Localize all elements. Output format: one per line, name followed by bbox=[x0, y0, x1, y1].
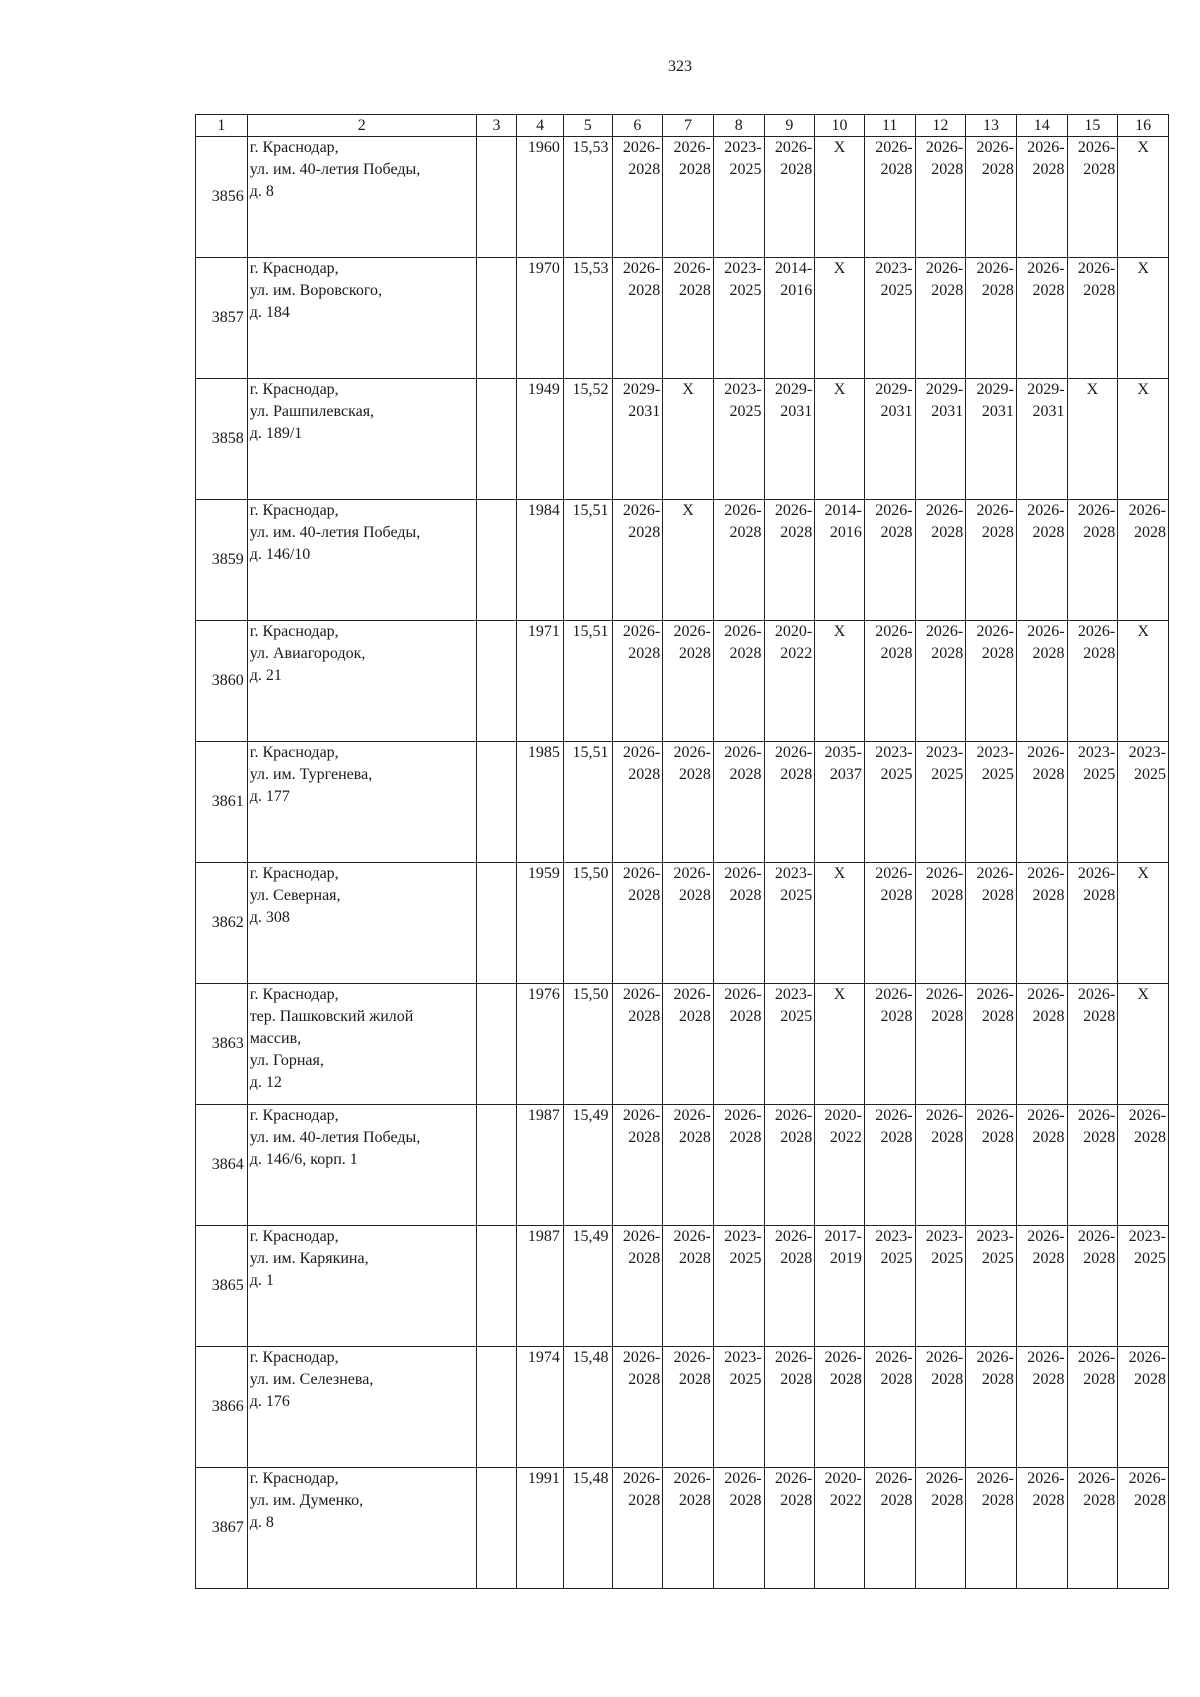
address-line: д. 189/1 bbox=[249, 425, 303, 442]
address-line: г. Краснодар, bbox=[249, 1470, 339, 1487]
table-row bbox=[196, 984, 1169, 1105]
term-cell-col-12: 2026- 2028 bbox=[915, 1105, 966, 1226]
term-cell-col-16: 2026- 2028 bbox=[1118, 1468, 1169, 1589]
table-row bbox=[196, 258, 1169, 379]
registry-table bbox=[195, 114, 1169, 1589]
row-number: 3864 bbox=[196, 1105, 248, 1226]
term-cell-col-6: 2029- 2031 bbox=[612, 379, 663, 500]
column-header-7: 7 bbox=[663, 115, 714, 137]
table-row bbox=[196, 500, 1169, 621]
value-cell: 15,51 bbox=[563, 621, 612, 742]
term-cell-col-13: 2023- 2025 bbox=[966, 742, 1017, 863]
term-cell-col-11: 2023- 2025 bbox=[864, 742, 915, 863]
term-cell-col-10: 2020- 2022 bbox=[815, 1468, 865, 1589]
table-row bbox=[196, 863, 1169, 984]
address-line: д. 177 bbox=[249, 788, 290, 805]
address-cell bbox=[247, 379, 476, 500]
address-line: г. Краснодар, bbox=[249, 139, 339, 156]
column-3-cell bbox=[476, 1468, 517, 1589]
table-row bbox=[196, 1226, 1169, 1347]
term-cell-col-15: 2026- 2028 bbox=[1067, 863, 1118, 984]
address-line: г. Краснодар, bbox=[249, 623, 339, 640]
year-cell: 1960 bbox=[517, 137, 564, 258]
term-cell-col-12: 2029- 2031 bbox=[915, 379, 966, 500]
term-cell-col-16: Х bbox=[1118, 379, 1169, 500]
term-cell-col-10: Х bbox=[815, 137, 865, 258]
term-cell-col-10: Х bbox=[815, 621, 865, 742]
address-line: ул. им. 40-летия Победы, bbox=[249, 524, 421, 541]
term-cell-col-7: Х bbox=[663, 500, 714, 621]
term-cell-col-16: 2026- 2028 bbox=[1118, 1105, 1169, 1226]
term-cell-col-7: 2026- 2028 bbox=[663, 1347, 714, 1468]
term-cell-col-16: 2023- 2025 bbox=[1118, 742, 1169, 863]
term-cell-col-10: Х bbox=[815, 863, 865, 984]
address-cell bbox=[247, 1226, 476, 1347]
address-line: ул. им. Карякина, bbox=[249, 1250, 369, 1267]
value-cell: 15,51 bbox=[563, 500, 612, 621]
table-row bbox=[196, 137, 1169, 258]
table-row bbox=[196, 621, 1169, 742]
term-cell-col-15: 2026- 2028 bbox=[1067, 137, 1118, 258]
term-cell-col-14: 2026- 2028 bbox=[1016, 621, 1067, 742]
term-cell-col-9: 2026- 2028 bbox=[764, 742, 815, 863]
year-cell: 1949 bbox=[517, 379, 564, 500]
term-cell-col-14: 2029- 2031 bbox=[1016, 379, 1067, 500]
term-cell-col-7: 2026- 2028 bbox=[663, 984, 714, 1105]
address-line: д. 1 bbox=[249, 1272, 274, 1289]
term-cell-col-7: 2026- 2028 bbox=[663, 1468, 714, 1589]
term-cell-col-16: 2026- 2028 bbox=[1118, 500, 1169, 621]
address-cell bbox=[247, 1468, 476, 1589]
value-cell: 15,51 bbox=[563, 742, 612, 863]
term-cell-col-10: Х bbox=[815, 379, 865, 500]
term-cell-col-6: 2026- 2028 bbox=[612, 621, 663, 742]
term-cell-col-15: Х bbox=[1067, 379, 1118, 500]
column-header-11: 11 bbox=[864, 115, 915, 137]
address-line: г. Краснодар, bbox=[249, 744, 339, 761]
row-number: 3859 bbox=[196, 500, 248, 621]
term-cell-col-16: Х bbox=[1118, 258, 1169, 379]
table-row bbox=[196, 1468, 1169, 1589]
address-line: ул. им. Селезнева, bbox=[249, 1371, 374, 1388]
term-cell-col-6: 2026- 2028 bbox=[612, 1226, 663, 1347]
term-cell-col-6: 2026- 2028 bbox=[612, 1468, 663, 1589]
year-cell: 1970 bbox=[517, 258, 564, 379]
term-cell-col-15: 2026- 2028 bbox=[1067, 1105, 1118, 1226]
term-cell-col-15: 2023- 2025 bbox=[1067, 742, 1118, 863]
term-cell-col-12: 2023- 2025 bbox=[915, 742, 966, 863]
column-header-10: 10 bbox=[815, 115, 865, 137]
term-cell-col-11: 2026- 2028 bbox=[864, 621, 915, 742]
term-cell-col-14: 2026- 2028 bbox=[1016, 742, 1067, 863]
term-cell-col-8: 2026- 2028 bbox=[713, 1105, 764, 1226]
row-number: 3867 bbox=[196, 1468, 248, 1589]
year-cell: 1976 bbox=[517, 984, 564, 1105]
term-cell-col-15: 2026- 2028 bbox=[1067, 984, 1118, 1105]
row-number: 3860 bbox=[196, 621, 248, 742]
term-cell-col-12: 2026- 2028 bbox=[915, 984, 966, 1105]
term-cell-col-12: 2023- 2025 bbox=[915, 1226, 966, 1347]
term-cell-col-13: 2026- 2028 bbox=[966, 621, 1017, 742]
term-cell-col-11: 2026- 2028 bbox=[864, 500, 915, 621]
term-cell-col-7: 2026- 2028 bbox=[663, 1105, 714, 1226]
term-cell-col-11: 2026- 2028 bbox=[864, 863, 915, 984]
term-cell-col-6: 2026- 2028 bbox=[612, 984, 663, 1105]
term-cell-col-13: 2026- 2028 bbox=[966, 258, 1017, 379]
term-cell-col-8: 2026- 2028 bbox=[713, 984, 764, 1105]
table-row bbox=[196, 379, 1169, 500]
term-cell-col-7: 2026- 2028 bbox=[663, 621, 714, 742]
address-line: д. 176 bbox=[249, 1393, 290, 1410]
term-cell-col-13: 2029- 2031 bbox=[966, 379, 1017, 500]
term-cell-col-14: 2026- 2028 bbox=[1016, 500, 1067, 621]
column-header-14: 14 bbox=[1016, 115, 1067, 137]
address-cell bbox=[247, 137, 476, 258]
term-cell-col-8: 2023- 2025 bbox=[713, 1226, 764, 1347]
term-cell-col-12: 2026- 2028 bbox=[915, 258, 966, 379]
table-row bbox=[196, 1105, 1169, 1226]
term-cell-col-6: 2026- 2028 bbox=[612, 1347, 663, 1468]
term-cell-col-13: 2026- 2028 bbox=[966, 137, 1017, 258]
term-cell-col-9: 2026- 2028 bbox=[764, 1347, 815, 1468]
column-3-cell bbox=[476, 1226, 517, 1347]
year-cell: 1987 bbox=[517, 1105, 564, 1226]
term-cell-col-11: 2026- 2028 bbox=[864, 1347, 915, 1468]
term-cell-col-13: 2026- 2028 bbox=[966, 984, 1017, 1105]
address-line: ул. Северная, bbox=[249, 887, 341, 904]
term-cell-col-12: 2026- 2028 bbox=[915, 137, 966, 258]
year-cell: 1991 bbox=[517, 1468, 564, 1589]
term-cell-col-7: 2026- 2028 bbox=[663, 258, 714, 379]
address-line: ул. им. Думенко, bbox=[249, 1492, 364, 1509]
term-cell-col-11: 2026- 2028 bbox=[864, 1468, 915, 1589]
term-cell-col-10: 2035- 2037 bbox=[815, 742, 865, 863]
address-line: д. 8 bbox=[249, 1514, 274, 1531]
term-cell-col-10: 2020- 2022 bbox=[815, 1105, 865, 1226]
column-3-cell bbox=[476, 137, 517, 258]
column-3-cell bbox=[476, 984, 517, 1105]
column-3-cell bbox=[476, 500, 517, 621]
address-cell bbox=[247, 258, 476, 379]
term-cell-col-13: 2026- 2028 bbox=[966, 863, 1017, 984]
term-cell-col-16: Х bbox=[1118, 137, 1169, 258]
term-cell-col-9: 2014- 2016 bbox=[764, 258, 815, 379]
column-header-16: 16 bbox=[1118, 115, 1169, 137]
address-line: ул. Авиагородок, bbox=[249, 645, 366, 662]
term-cell-col-6: 2026- 2028 bbox=[612, 1105, 663, 1226]
value-cell: 15,49 bbox=[563, 1226, 612, 1347]
term-cell-col-11: 2029- 2031 bbox=[864, 379, 915, 500]
address-line: ул. им. Воровского, bbox=[249, 282, 383, 299]
term-cell-col-7: 2026- 2028 bbox=[663, 863, 714, 984]
term-cell-col-13: 2026- 2028 bbox=[966, 500, 1017, 621]
column-header-5: 5 bbox=[563, 115, 612, 137]
term-cell-col-14: 2026- 2028 bbox=[1016, 984, 1067, 1105]
row-number: 3866 bbox=[196, 1347, 248, 1468]
address-cell bbox=[247, 863, 476, 984]
term-cell-col-8: 2023- 2025 bbox=[713, 137, 764, 258]
address-line: д. 146/10 bbox=[249, 546, 311, 563]
address-line: г. Краснодар, bbox=[249, 1228, 339, 1245]
registry-body bbox=[196, 115, 1169, 1589]
address-cell bbox=[247, 500, 476, 621]
address-line: г. Краснодар, bbox=[249, 502, 339, 519]
row-number: 3857 bbox=[196, 258, 248, 379]
term-cell-col-8: 2023- 2025 bbox=[713, 1347, 764, 1468]
term-cell-col-12: 2026- 2028 bbox=[915, 1468, 966, 1589]
term-cell-col-6: 2026- 2028 bbox=[612, 863, 663, 984]
value-cell: 15,53 bbox=[563, 137, 612, 258]
term-cell-col-14: 2026- 2028 bbox=[1016, 1468, 1067, 1589]
address-cell bbox=[247, 984, 476, 1105]
address-line: г. Краснодар, bbox=[249, 260, 339, 277]
row-number: 3863 bbox=[196, 984, 248, 1105]
term-cell-col-16: Х bbox=[1118, 621, 1169, 742]
address-line: д. 8 bbox=[249, 183, 274, 200]
header-row bbox=[196, 115, 1169, 137]
column-3-cell bbox=[476, 1105, 517, 1226]
term-cell-col-7: 2026- 2028 bbox=[663, 742, 714, 863]
address-line: д. 21 bbox=[249, 667, 282, 684]
term-cell-col-7: 2026- 2028 bbox=[663, 1226, 714, 1347]
table-row bbox=[196, 1347, 1169, 1468]
term-cell-col-9: 2020- 2022 bbox=[764, 621, 815, 742]
term-cell-col-9: 2026- 2028 bbox=[764, 1468, 815, 1589]
term-cell-col-7: Х bbox=[663, 379, 714, 500]
term-cell-col-13: 2023- 2025 bbox=[966, 1226, 1017, 1347]
address-cell bbox=[247, 621, 476, 742]
term-cell-col-13: 2026- 2028 bbox=[966, 1347, 1017, 1468]
term-cell-col-11: 2026- 2028 bbox=[864, 137, 915, 258]
address-cell bbox=[247, 742, 476, 863]
term-cell-col-8: 2026- 2028 bbox=[713, 742, 764, 863]
address-line: ул. им. 40-летия Победы, bbox=[249, 161, 421, 178]
term-cell-col-12: 2026- 2028 bbox=[915, 500, 966, 621]
year-cell: 1974 bbox=[517, 1347, 564, 1468]
address-line: д. 146/6, корп. 1 bbox=[249, 1151, 358, 1168]
address-line: г. Краснодар, bbox=[249, 381, 339, 398]
term-cell-col-11: 2026- 2028 bbox=[864, 1105, 915, 1226]
address-line: г. Краснодар, bbox=[249, 1349, 339, 1366]
term-cell-col-11: 2026- 2028 bbox=[864, 984, 915, 1105]
term-cell-col-13: 2026- 2028 bbox=[966, 1105, 1017, 1226]
column-header-8: 8 bbox=[713, 115, 764, 137]
term-cell-col-10: 2014- 2016 bbox=[815, 500, 865, 621]
address-line: ул. Горная, bbox=[249, 1052, 324, 1069]
column-header-13: 13 bbox=[966, 115, 1017, 137]
term-cell-col-9: 2029- 2031 bbox=[764, 379, 815, 500]
term-cell-col-10: Х bbox=[815, 258, 865, 379]
address-line: ул. им. Тургенева, bbox=[249, 766, 373, 783]
term-cell-col-6: 2026- 2028 bbox=[612, 742, 663, 863]
value-cell: 15,48 bbox=[563, 1468, 612, 1589]
term-cell-col-7: 2026- 2028 bbox=[663, 137, 714, 258]
address-line: массив, bbox=[249, 1030, 302, 1047]
address-cell bbox=[247, 1347, 476, 1468]
term-cell-col-16: 2026- 2028 bbox=[1118, 1347, 1169, 1468]
year-cell: 1985 bbox=[517, 742, 564, 863]
page-number: 323 bbox=[668, 58, 692, 75]
term-cell-col-15: 2026- 2028 bbox=[1067, 500, 1118, 621]
term-cell-col-10: Х bbox=[815, 984, 865, 1105]
term-cell-col-8: 2026- 2028 bbox=[713, 863, 764, 984]
address-line: тер. Пашковский жилой bbox=[249, 1008, 414, 1025]
address-line: д. 308 bbox=[249, 909, 290, 926]
term-cell-col-15: 2026- 2028 bbox=[1067, 1347, 1118, 1468]
term-cell-col-14: 2026- 2028 bbox=[1016, 863, 1067, 984]
address-line: ул. Рашпилевская, bbox=[249, 403, 375, 420]
value-cell: 15,50 bbox=[563, 984, 612, 1105]
term-cell-col-12: 2026- 2028 bbox=[915, 1347, 966, 1468]
term-cell-col-6: 2026- 2028 bbox=[612, 258, 663, 379]
row-number: 3865 bbox=[196, 1226, 248, 1347]
term-cell-col-6: 2026- 2028 bbox=[612, 137, 663, 258]
address-cell bbox=[247, 1105, 476, 1226]
term-cell-col-8: 2026- 2028 bbox=[713, 1468, 764, 1589]
column-header-1: 1 bbox=[196, 115, 248, 137]
address-line: д. 12 bbox=[249, 1074, 282, 1091]
address-line: г. Краснодар, bbox=[249, 865, 339, 882]
term-cell-col-13: 2026- 2028 bbox=[966, 1468, 1017, 1589]
term-cell-col-16: 2023- 2025 bbox=[1118, 1226, 1169, 1347]
column-3-cell bbox=[476, 379, 517, 500]
value-cell: 15,52 bbox=[563, 379, 612, 500]
term-cell-col-15: 2026- 2028 bbox=[1067, 621, 1118, 742]
term-cell-col-9: 2023- 2025 bbox=[764, 984, 815, 1105]
term-cell-col-10: 2017- 2019 bbox=[815, 1226, 865, 1347]
value-cell: 15,50 bbox=[563, 863, 612, 984]
term-cell-col-14: 2026- 2028 bbox=[1016, 258, 1067, 379]
year-cell: 1987 bbox=[517, 1226, 564, 1347]
address-line: г. Краснодар, bbox=[249, 1107, 339, 1124]
term-cell-col-8: 2023- 2025 bbox=[713, 379, 764, 500]
column-3-cell bbox=[476, 742, 517, 863]
address-line: ул. им. 40-летия Победы, bbox=[249, 1129, 421, 1146]
term-cell-col-11: 2023- 2025 bbox=[864, 258, 915, 379]
row-number: 3858 bbox=[196, 379, 248, 500]
term-cell-col-14: 2026- 2028 bbox=[1016, 137, 1067, 258]
term-cell-col-10: 2026- 2028 bbox=[815, 1347, 865, 1468]
term-cell-col-9: 2026- 2028 bbox=[764, 1105, 815, 1226]
column-header-12: 12 bbox=[915, 115, 966, 137]
term-cell-col-9: 2026- 2028 bbox=[764, 1226, 815, 1347]
term-cell-col-16: Х bbox=[1118, 984, 1169, 1105]
year-cell: 1959 bbox=[517, 863, 564, 984]
term-cell-col-15: 2026- 2028 bbox=[1067, 258, 1118, 379]
row-number: 3862 bbox=[196, 863, 248, 984]
column-3-cell bbox=[476, 258, 517, 379]
value-cell: 15,53 bbox=[563, 258, 612, 379]
term-cell-col-14: 2026- 2028 bbox=[1016, 1105, 1067, 1226]
value-cell: 15,49 bbox=[563, 1105, 612, 1226]
term-cell-col-6: 2026- 2028 bbox=[612, 500, 663, 621]
column-header-9: 9 bbox=[764, 115, 815, 137]
term-cell-col-12: 2026- 2028 bbox=[915, 863, 966, 984]
year-cell: 1971 bbox=[517, 621, 564, 742]
term-cell-col-15: 2026- 2028 bbox=[1067, 1226, 1118, 1347]
value-cell: 15,48 bbox=[563, 1347, 612, 1468]
table-row bbox=[196, 742, 1169, 863]
address-line: д. 184 bbox=[249, 304, 290, 321]
term-cell-col-9: 2026- 2028 bbox=[764, 500, 815, 621]
term-cell-col-12: 2026- 2028 bbox=[915, 621, 966, 742]
term-cell-col-9: 2026- 2028 bbox=[764, 137, 815, 258]
column-3-cell bbox=[476, 1347, 517, 1468]
column-header-3: 3 bbox=[476, 115, 517, 137]
row-number: 3856 bbox=[196, 137, 248, 258]
column-3-cell bbox=[476, 621, 517, 742]
row-number: 3861 bbox=[196, 742, 248, 863]
column-header-6: 6 bbox=[612, 115, 663, 137]
term-cell-col-16: Х bbox=[1118, 863, 1169, 984]
year-cell: 1984 bbox=[517, 500, 564, 621]
term-cell-col-8: 2023- 2025 bbox=[713, 258, 764, 379]
term-cell-col-14: 2026- 2028 bbox=[1016, 1226, 1067, 1347]
column-header-4: 4 bbox=[517, 115, 564, 137]
column-header-2: 2 bbox=[247, 115, 476, 137]
term-cell-col-14: 2026- 2028 bbox=[1016, 1347, 1067, 1468]
term-cell-col-15: 2026- 2028 bbox=[1067, 1468, 1118, 1589]
address-line: г. Краснодар, bbox=[249, 986, 339, 1003]
term-cell-col-8: 2026- 2028 bbox=[713, 500, 764, 621]
column-header-15: 15 bbox=[1067, 115, 1118, 137]
term-cell-col-8: 2026- 2028 bbox=[713, 621, 764, 742]
column-3-cell bbox=[476, 863, 517, 984]
term-cell-col-11: 2023- 2025 bbox=[864, 1226, 915, 1347]
term-cell-col-9: 2023- 2025 bbox=[764, 863, 815, 984]
